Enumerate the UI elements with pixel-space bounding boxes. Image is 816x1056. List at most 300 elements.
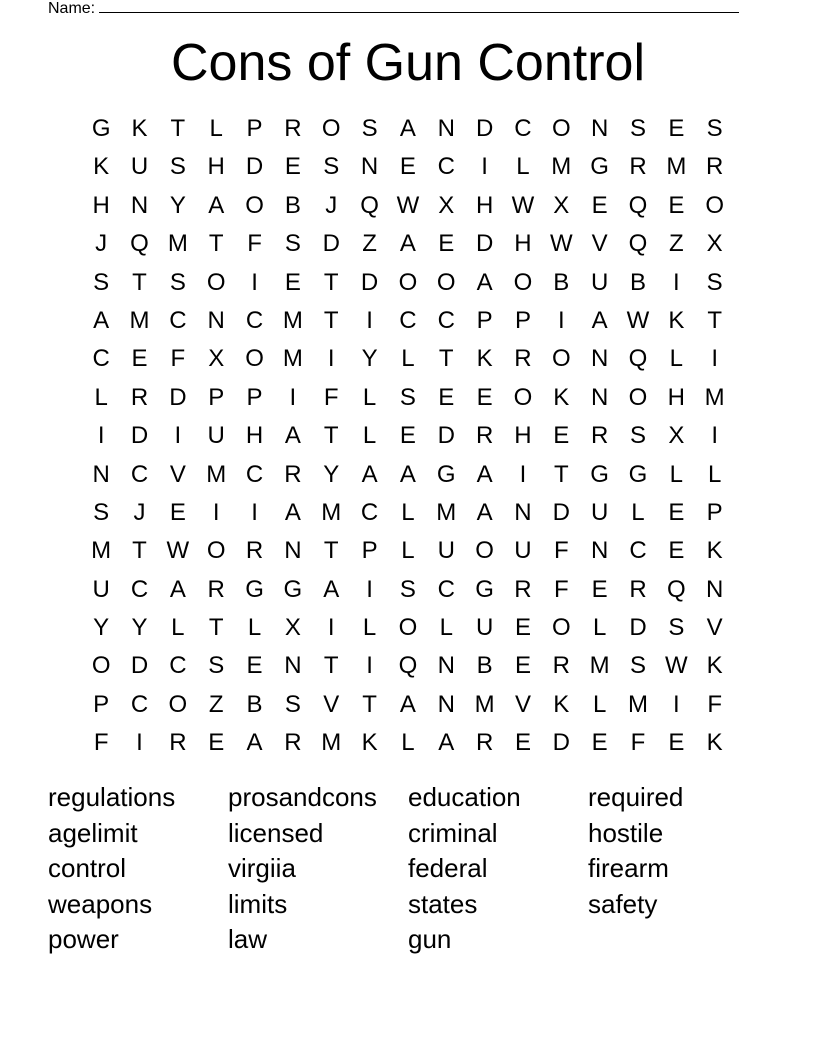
grid-letter: I (289, 383, 297, 411)
grid-letter: A (476, 268, 493, 296)
grid-letter: E (668, 729, 685, 757)
grid-letter: L (592, 614, 607, 642)
grid-letter: N (437, 652, 455, 680)
grid-letter: L (362, 614, 377, 642)
grid-letter: S (284, 690, 301, 718)
grid-letter: P (361, 537, 378, 565)
grid-letter: R (475, 729, 494, 757)
grid-letter: Q (628, 345, 648, 373)
word-list-item: safety (588, 888, 658, 919)
grid-letter: E (591, 575, 608, 603)
grid-letter: A (169, 575, 186, 603)
grid-letter: N (590, 115, 609, 142)
grid-letter: U (590, 268, 609, 296)
grid-letter: E (514, 614, 531, 642)
grid-letter: T (323, 652, 339, 680)
grid-letter: T (170, 115, 186, 142)
grid-letter: A (399, 115, 416, 142)
grid-letter: C (629, 537, 647, 565)
grid-letter: M (206, 460, 227, 488)
grid-letter: R (629, 575, 647, 603)
grid-letter: O (551, 614, 571, 642)
grid-row (82, 417, 734, 455)
grid-letter: H (514, 422, 532, 450)
grid-row (82, 110, 734, 148)
word-list-item: required (588, 782, 684, 812)
grid-letter: P (246, 383, 263, 411)
grid-row (82, 532, 734, 570)
grid-letter: I (136, 729, 143, 757)
grid-letter: O (628, 383, 648, 411)
grid-letter: D (552, 729, 570, 757)
grid-letter: C (437, 306, 455, 334)
grid-letter: I (481, 153, 488, 181)
grid-letter: E (514, 729, 531, 757)
grid-letter: O (513, 268, 533, 296)
grid-letter: E (399, 422, 416, 450)
grid-letter: C (360, 498, 379, 526)
grid-letter: H (475, 191, 494, 219)
grid-letter: U (590, 498, 609, 526)
grid-letter: I (711, 422, 718, 450)
grid-letter: P (246, 115, 263, 142)
grid-letter: F (553, 537, 569, 565)
grid-letter: I (366, 306, 373, 334)
grid-letter: D (552, 498, 570, 526)
grid-letter: Q (628, 230, 648, 258)
grid-letter: T (323, 422, 339, 450)
grid-letter: G (245, 575, 264, 603)
grid-letter: T (553, 460, 569, 488)
grid-letter: H (245, 422, 264, 450)
grid-letter: O (705, 191, 724, 219)
grid-letter: X (553, 191, 570, 219)
grid-letter: B (553, 268, 570, 296)
word-list-item: federal (408, 853, 488, 884)
grid-letter: O (398, 268, 418, 296)
grid-letter: L (209, 115, 223, 142)
grid-letter: T (707, 306, 722, 334)
grid-letter: R (706, 153, 724, 181)
grid-letter: O (321, 115, 341, 142)
grid-letter: E (591, 191, 608, 219)
grid-letter: N (130, 191, 149, 219)
grid-letter: S (668, 614, 685, 642)
grid-letter: C (169, 652, 187, 680)
grid-letter: E (668, 191, 685, 219)
grid-letter: S (93, 498, 110, 526)
grid-letter: D (322, 230, 340, 258)
grid-letter: A (476, 498, 493, 526)
grid-letter: Q (398, 652, 418, 680)
grid-letter: T (362, 690, 377, 718)
grid-letter: E (668, 498, 685, 526)
grid-letter: W (549, 230, 573, 258)
grid-letter: D (437, 422, 455, 450)
grid-row (82, 571, 734, 609)
grid-letter: A (361, 460, 378, 488)
grid-letter: F (93, 729, 109, 757)
grid-letter: C (245, 306, 264, 334)
grid-letter: M (282, 306, 303, 334)
grid-letter: L (401, 345, 415, 373)
grid-letter: K (553, 383, 570, 411)
grid-letter: C (245, 460, 264, 488)
grid-letter: B (629, 268, 646, 296)
grid-letter: M (666, 153, 687, 181)
grid-letter: E (208, 729, 225, 757)
grid-letter: X (438, 191, 455, 219)
grid-letter: A (476, 460, 493, 488)
grid-letter: N (590, 537, 609, 565)
word-list-row (48, 851, 808, 887)
name-label: Name: (48, 0, 96, 17)
grid-letter: T (208, 230, 224, 258)
grid-letter: G (475, 575, 494, 603)
grid-letter: O (475, 537, 494, 565)
grid-letter: O (168, 690, 188, 718)
grid-letter: R (514, 575, 532, 603)
grid-letter: O (245, 191, 264, 219)
word-list-item (588, 922, 768, 958)
grid-letter: L (171, 614, 185, 642)
grid-letter: I (251, 268, 258, 296)
grid-letter: T (132, 537, 147, 565)
grid-letter: D (475, 115, 494, 142)
grid-letter: G (590, 460, 609, 488)
grid-letter: X (208, 345, 225, 373)
grid-letter: A (208, 191, 225, 219)
grid-letter: K (706, 537, 723, 565)
grid-letter: N (514, 498, 532, 526)
grid-row (82, 225, 734, 263)
grid-letter: W (626, 306, 650, 334)
grid-letter: Y (169, 191, 186, 219)
grid-row (82, 724, 734, 762)
grid-letter: M (282, 345, 303, 373)
grid-letter: T (208, 614, 224, 642)
word-list-row (48, 816, 808, 852)
grid-letter: Q (130, 230, 149, 258)
grid-row (82, 148, 734, 186)
grid-letter: Y (361, 345, 378, 373)
grid-letter: K (476, 345, 493, 373)
grid-letter: J (95, 230, 108, 258)
grid-letter: I (366, 652, 373, 680)
grid-letter: H (514, 230, 532, 258)
grid-letter: I (672, 690, 680, 718)
grid-letter: A (93, 306, 110, 334)
grid-letter: T (132, 268, 147, 296)
grid-letter: S (706, 268, 723, 296)
word-list-row (48, 780, 808, 816)
grid-letter: M (474, 690, 495, 718)
grid-letter: E (668, 537, 685, 565)
grid-letter: R (169, 729, 187, 757)
grid-letter: U (207, 422, 225, 450)
grid-letter: O (513, 383, 533, 411)
word-list-item: control (48, 853, 127, 884)
grid-letter: G (436, 460, 456, 488)
grid-letter: K (706, 652, 723, 680)
grid-letter: K (361, 729, 378, 757)
grid-row (82, 187, 734, 225)
grid-letter: I (97, 422, 105, 450)
word-list-item: criminal (408, 817, 498, 848)
grid-letter: R (514, 345, 532, 373)
grid-letter: E (131, 345, 148, 373)
grid-letter: N (284, 652, 302, 680)
word-list-row (48, 887, 808, 923)
grid-letter: E (476, 383, 493, 411)
word-list (48, 780, 808, 958)
grid-letter: S (399, 383, 416, 411)
grid-letter: E (284, 268, 301, 296)
grid-letter: L (94, 383, 108, 411)
grid-letter: A (284, 498, 301, 526)
grid-letter: N (590, 345, 609, 373)
grid-letter: E (284, 153, 301, 181)
grid-letter: A (399, 690, 416, 718)
grid-letter: L (669, 460, 683, 488)
grid-letter: N (207, 306, 225, 334)
grid-letter: J (133, 498, 146, 526)
page-title: Cons of Gun Control (170, 34, 646, 92)
grid-letter: A (399, 230, 416, 258)
grid-letter: V (323, 690, 340, 718)
grid-letter: M (704, 383, 725, 411)
grid-letter: P (93, 690, 110, 718)
word-list-item: firearm (588, 853, 669, 884)
grid-letter: S (629, 422, 646, 450)
grid-letter: S (169, 268, 186, 296)
grid-letter: K (668, 306, 685, 334)
grid-letter: P (514, 306, 531, 334)
grid-letter: C (130, 575, 149, 603)
grid-letter: O (245, 345, 264, 373)
name-field (48, 0, 739, 19)
grid-letter: T (323, 268, 339, 296)
grid-letter: I (327, 345, 335, 373)
grid-letter: V (514, 690, 531, 718)
grid-letter: S (706, 115, 723, 142)
grid-letter: D (475, 230, 494, 258)
grid-letter: W (396, 191, 420, 219)
grid-letter: V (169, 460, 186, 488)
grid-letter: V (591, 230, 608, 258)
grid-letter: G (91, 115, 111, 142)
grid-letter: I (519, 460, 527, 488)
grid-letter: U (92, 575, 110, 603)
grid-letter: I (327, 614, 335, 642)
grid-letter: Z (362, 230, 377, 258)
letter-grid (82, 110, 734, 763)
grid-letter: U (475, 614, 494, 642)
grid-letter: I (557, 306, 565, 334)
grid-letter: O (206, 268, 226, 296)
grid-letter: B (476, 652, 493, 680)
grid-letter: L (439, 614, 453, 642)
grid-letter: T (438, 345, 454, 373)
grid-letter: N (437, 115, 455, 142)
grid-letter: A (323, 575, 340, 603)
grid-letter: X (284, 614, 301, 642)
grid-letter: K (553, 690, 570, 718)
grid-letter: F (553, 575, 569, 603)
grid-letter: T (323, 306, 339, 334)
word-list-item: agelimit (48, 817, 138, 848)
grid-letter: E (438, 383, 455, 411)
grid-letter: T (323, 537, 339, 565)
grid-letter: R (629, 153, 647, 181)
grid-letter: L (362, 383, 377, 411)
grid-letter: Z (208, 690, 224, 718)
grid-letter: S (323, 153, 340, 181)
grid-letter: L (362, 422, 377, 450)
grid-letter: S (169, 153, 186, 181)
grid-letter: M (91, 537, 112, 565)
grid-letter: M (321, 729, 342, 757)
grid-letter: O (551, 345, 571, 373)
grid-letter: M (436, 498, 457, 526)
grid-row (82, 379, 734, 417)
grid-letter: A (284, 422, 301, 450)
grid-letter: X (706, 230, 723, 258)
grid-letter: I (711, 345, 718, 373)
grid-letter: L (516, 153, 530, 181)
grid-row (82, 340, 734, 378)
grid-letter: E (591, 729, 608, 757)
grid-letter: Z (668, 230, 684, 258)
grid-row (82, 686, 734, 724)
grid-letter: N (706, 575, 724, 603)
grid-letter: R (475, 422, 494, 450)
grid-letter: K (93, 153, 110, 181)
grid-letter: D (245, 153, 264, 181)
grid-letter: Y (131, 614, 148, 642)
grid-letter: L (592, 690, 607, 718)
grid-letter: M (167, 230, 188, 258)
grid-letter: W (511, 191, 535, 219)
grid-letter: E (438, 230, 455, 258)
grid-letter: O (551, 115, 571, 142)
grid-letter: E (169, 498, 186, 526)
grid-letter: H (667, 383, 685, 411)
grid-row (82, 264, 734, 302)
grid-letter: L (631, 498, 645, 526)
grid-letter: M (627, 690, 648, 718)
grid-letter: O (206, 537, 226, 565)
grid-letter: C (399, 306, 417, 334)
grid-letter: S (629, 652, 646, 680)
name-blank-line (99, 0, 739, 13)
grid-letter: F (630, 729, 646, 757)
grid-letter: Y (323, 460, 340, 488)
grid-letter: F (707, 690, 722, 718)
grid-letter: V (706, 614, 723, 642)
grid-letter: D (169, 383, 187, 411)
grid-letter: L (401, 537, 415, 565)
grid-letter: C (169, 306, 187, 334)
word-list-item: prosandcons (228, 782, 377, 812)
word-list-item: states (408, 888, 478, 919)
word-list-item: virgiia (228, 853, 296, 884)
grid-letter: S (399, 575, 416, 603)
grid-letter: K (706, 729, 723, 757)
grid-letter: I (251, 498, 258, 526)
grid-letter: L (707, 460, 722, 488)
grid-letter: S (284, 230, 301, 258)
grid-row (82, 609, 734, 647)
grid-letter: D (130, 422, 149, 450)
grid-letter: U (514, 537, 532, 565)
grid-letter: U (437, 537, 455, 565)
grid-letter: A (399, 460, 416, 488)
grid-letter: Q (666, 575, 686, 603)
grid-letter: W (665, 652, 688, 680)
grid-letter: R (590, 422, 609, 450)
grid-letter: N (92, 460, 110, 488)
word-list-item: regulations (48, 782, 176, 812)
grid-letter: C (514, 115, 532, 142)
grid-letter: E (553, 422, 570, 450)
grid-letter: P (706, 498, 723, 526)
grid-letter: O (91, 652, 111, 680)
grid-letter: Q (360, 191, 379, 219)
grid-letter: F (247, 230, 262, 258)
grid-letter: R (207, 575, 225, 603)
grid-letter: L (247, 614, 262, 642)
grid-letter: O (398, 614, 418, 642)
grid-row (82, 302, 734, 340)
word-list-item: limits (228, 888, 288, 919)
grid-letter: R (245, 537, 264, 565)
grid-letter: K (131, 115, 148, 142)
grid-letter: D (130, 652, 149, 680)
grid-letter: R (284, 460, 302, 488)
grid-letter: O (436, 268, 456, 296)
grid-letter: G (283, 575, 303, 603)
grid-letter: M (129, 306, 150, 334)
grid-letter: L (401, 498, 415, 526)
grid-row (82, 647, 734, 685)
grid-letter: N (284, 537, 302, 565)
grid-letter: N (437, 690, 455, 718)
grid-letter: W (166, 537, 190, 565)
grid-letter: S (93, 268, 110, 296)
grid-letter: M (551, 153, 572, 181)
grid-letter: M (589, 652, 610, 680)
grid-letter: A (246, 729, 263, 757)
grid-letter: Y (93, 614, 110, 642)
grid-letter: Q (628, 191, 648, 219)
grid-letter: G (628, 460, 648, 488)
grid-letter: P (208, 383, 225, 411)
word-list-item: licensed (228, 817, 324, 848)
grid-letter: C (130, 690, 149, 718)
grid-letter: I (366, 575, 373, 603)
grid-letter: H (92, 191, 110, 219)
grid-letter: X (668, 422, 685, 450)
grid-letter: R (284, 729, 302, 757)
grid-letter: B (246, 690, 263, 718)
grid-letter: E (668, 115, 685, 142)
grid-letter: G (590, 153, 609, 181)
grid-letter: S (629, 115, 646, 142)
grid-letter: F (170, 345, 186, 373)
grid-letter: I (212, 498, 220, 526)
grid-letter: E (514, 652, 531, 680)
